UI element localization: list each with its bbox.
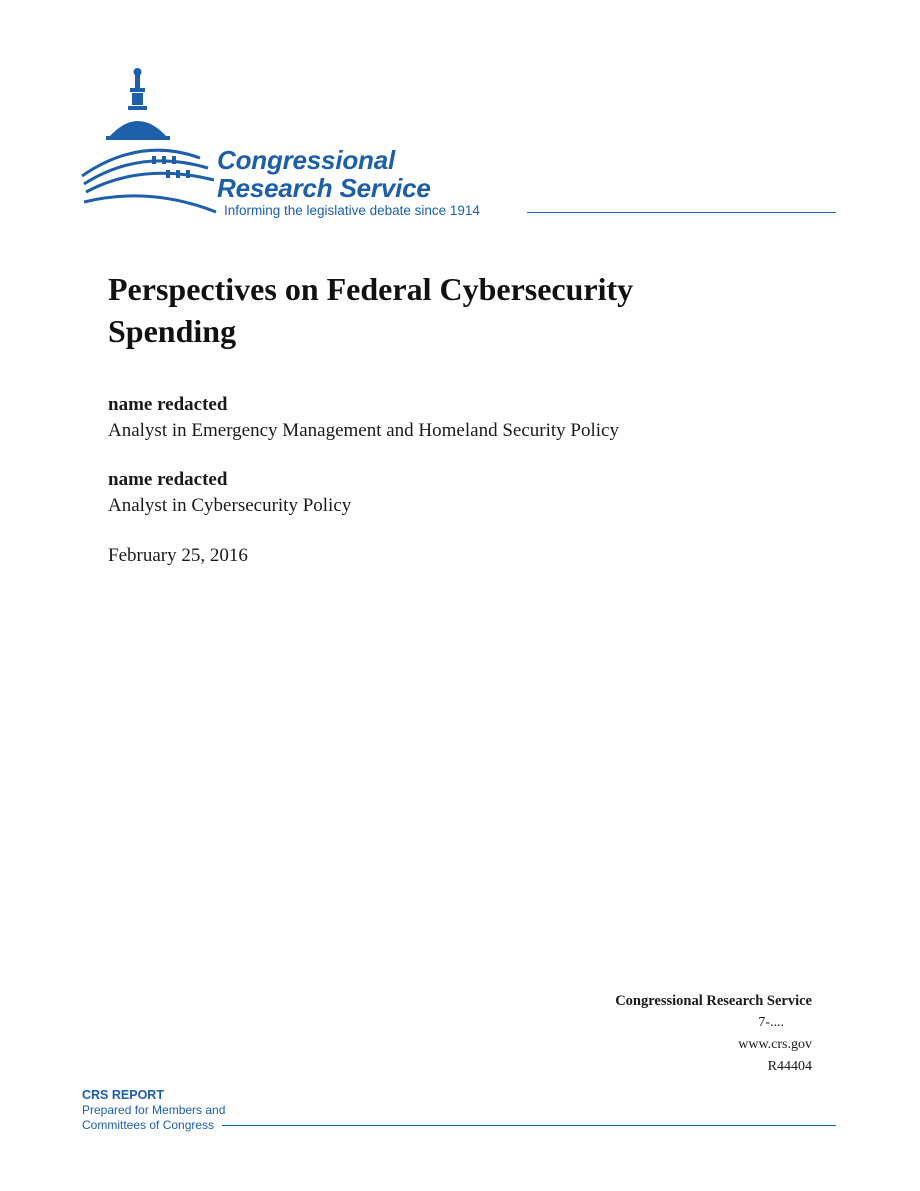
author-role: Analyst in Emergency Management and Homeland Security Policy bbox=[108, 420, 619, 441]
footer-rule bbox=[222, 1125, 836, 1126]
author-role: Analyst in Cybersecurity Policy bbox=[108, 495, 352, 516]
footer-report-label: CRS REPORT bbox=[82, 1088, 164, 1102]
publisher-block bbox=[615, 990, 812, 1078]
report-number: R44404 bbox=[767, 1059, 812, 1074]
author-name: name redacted bbox=[108, 394, 228, 415]
author-block-2 bbox=[108, 467, 351, 519]
footer-block bbox=[82, 1088, 225, 1133]
logo-line-2: Research Service bbox=[217, 173, 431, 203]
author-name: name redacted bbox=[108, 469, 228, 490]
logo-tagline: Informing the legislative debate since 1914 bbox=[224, 203, 480, 218]
publisher-name: Congressional Research Service bbox=[615, 993, 812, 1009]
report-date: February 25, 2016 bbox=[108, 545, 248, 566]
publisher-url[interactable]: www.crs.gov bbox=[738, 1037, 812, 1052]
crs-logo bbox=[80, 66, 840, 226]
publisher-code: 7-.... bbox=[758, 1015, 784, 1030]
report-title: Perspectives on Federal Cybersecurity Spending bbox=[108, 271, 634, 349]
capitol-dome-icon bbox=[80, 66, 220, 216]
footer-line-3: Committees of Congress bbox=[82, 1118, 215, 1132]
logo-wordmark bbox=[217, 146, 431, 202]
logo-line-1: Congressional bbox=[217, 145, 395, 175]
tagline-rule bbox=[527, 212, 836, 213]
footer-line-2: Prepared for Members and bbox=[82, 1103, 226, 1117]
author-block-1 bbox=[108, 392, 619, 444]
